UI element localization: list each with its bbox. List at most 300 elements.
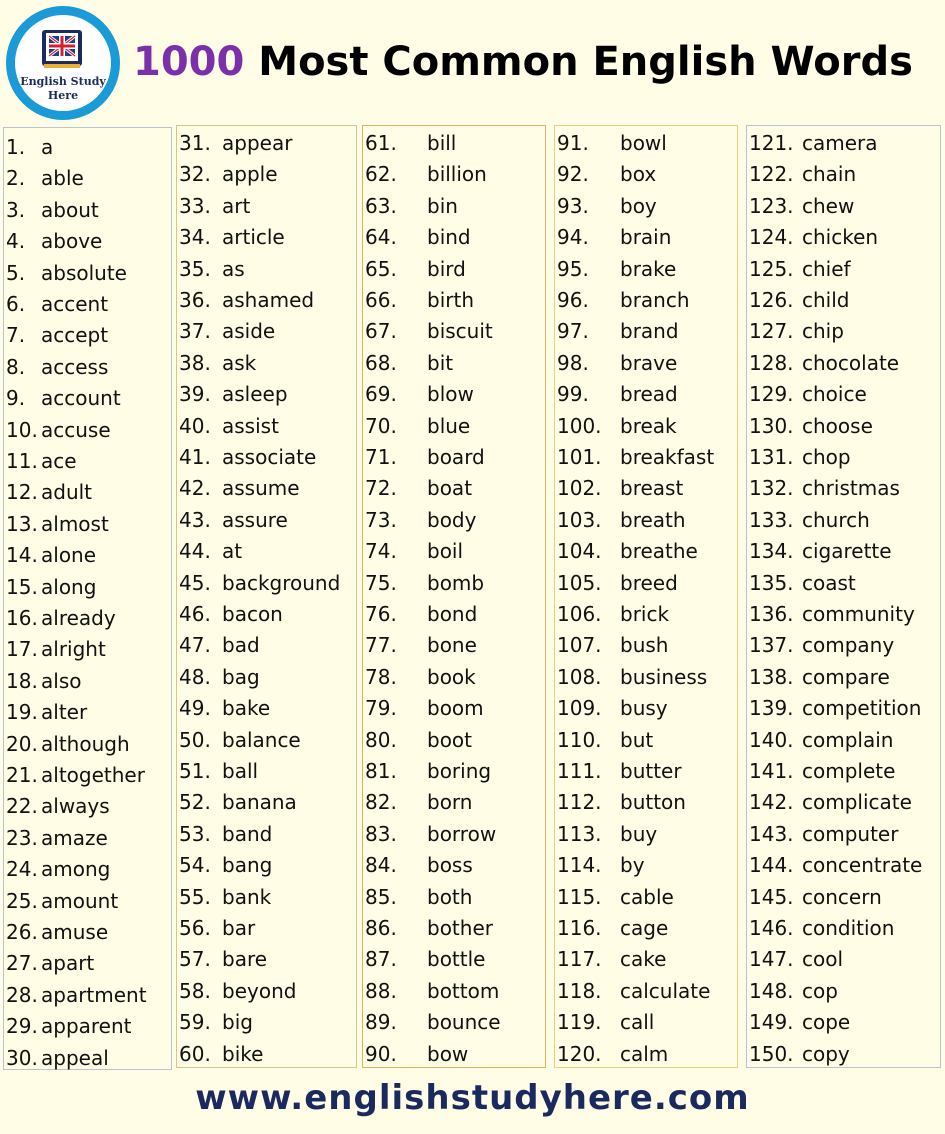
- word-text: bond: [427, 602, 478, 626]
- word-number: 80.: [365, 727, 397, 752]
- word-number: 20.: [6, 731, 38, 756]
- word-number: 100.: [557, 413, 602, 438]
- word-number: 135.: [749, 570, 794, 595]
- word-number: 86.: [365, 916, 397, 940]
- word-text: by: [620, 853, 645, 878]
- word-number: 137.: [749, 633, 794, 658]
- word-number: 26.: [6, 920, 38, 944]
- title-text: Most Common English Words: [258, 39, 913, 85]
- word-number: 77.: [365, 633, 397, 658]
- word-number: 66.: [365, 288, 397, 312]
- word-text: cage: [620, 916, 669, 940]
- word-text: accuse: [41, 417, 111, 442]
- website-url[interactable]: www.englishstudyhere.com: [195, 1078, 750, 1118]
- word-text: bread: [620, 382, 678, 407]
- word-number: 22.: [6, 794, 38, 819]
- word-text: brave: [620, 350, 678, 375]
- word-text: chief: [802, 256, 851, 281]
- word-number: 115.: [557, 884, 602, 909]
- word-text: cool: [802, 947, 844, 972]
- word-text: cigarette: [802, 539, 892, 564]
- word-number: 125.: [749, 256, 794, 281]
- word-text: as: [222, 256, 245, 281]
- word-number: 16.: [6, 606, 38, 630]
- word-number: 78.: [365, 664, 397, 689]
- word-text: beyond: [222, 978, 297, 1003]
- word-number: 55.: [179, 884, 211, 909]
- word-text: balance: [222, 727, 301, 752]
- word-text: concern: [802, 884, 882, 909]
- word-number: 111.: [557, 759, 602, 783]
- word-number: 83.: [365, 821, 397, 846]
- word-number: 30.: [6, 1045, 38, 1070]
- word-text: alone: [41, 543, 97, 568]
- word-text: about: [41, 197, 99, 222]
- word-text: book: [427, 664, 476, 689]
- word-number: 31.: [179, 131, 211, 155]
- word-number: 13.: [6, 511, 38, 536]
- word-number: 96.: [557, 288, 589, 312]
- word-text: branch: [620, 288, 690, 312]
- word-text: blow: [427, 382, 474, 407]
- word-number: 73.: [365, 507, 397, 532]
- word-number: 28.: [6, 982, 38, 1007]
- word-text: ashamed: [222, 288, 315, 312]
- word-number: 149.: [749, 1010, 794, 1035]
- word-text: board: [427, 445, 485, 469]
- word-number: 4.: [6, 229, 26, 254]
- word-number: 138.: [749, 664, 794, 689]
- word-text: choose: [802, 413, 873, 438]
- word-number: 43.: [179, 507, 211, 532]
- word-number: 7.: [6, 323, 26, 348]
- word-number: 57.: [179, 947, 211, 972]
- word-text: but: [620, 727, 654, 752]
- word-number: 63.: [365, 193, 397, 218]
- word-number: 40.: [179, 413, 211, 438]
- word-number: 124.: [749, 225, 794, 250]
- word-text: body: [427, 507, 477, 532]
- word-number: 146.: [749, 916, 794, 940]
- word-text: cop: [802, 978, 838, 1003]
- word-text: born: [427, 790, 473, 815]
- word-text: bottom: [427, 978, 500, 1003]
- word-number: 14.: [6, 543, 38, 568]
- word-text: brain: [620, 225, 672, 250]
- word-text: breakfast: [620, 445, 715, 469]
- word-text: business: [620, 664, 708, 689]
- word-text: chain: [802, 162, 857, 187]
- word-text: complain: [802, 727, 894, 752]
- word-text: bacon: [222, 602, 283, 626]
- word-text: always: [41, 794, 110, 819]
- word-number: 3.: [6, 197, 26, 222]
- word-number: 123.: [749, 193, 794, 218]
- word-number: 37.: [179, 319, 211, 344]
- word-text: aside: [222, 319, 276, 344]
- word-number: 65.: [365, 256, 397, 281]
- word-text: condition: [802, 916, 895, 940]
- word-number: 145.: [749, 884, 794, 909]
- word-text: christmas: [802, 476, 900, 501]
- word-number: 51.: [179, 759, 211, 783]
- word-text: absolute: [41, 260, 127, 285]
- word-number: 44.: [179, 539, 211, 564]
- word-number: 74.: [365, 539, 397, 564]
- word-text: apple: [222, 162, 278, 187]
- logo-text-line2: Here: [47, 89, 79, 102]
- word-number: 6.: [6, 292, 26, 316]
- word-number: 88.: [365, 978, 397, 1003]
- word-text: birth: [427, 288, 474, 312]
- word-number: 24.: [6, 857, 38, 882]
- word-text: bill: [427, 131, 457, 155]
- word-text: also: [41, 668, 82, 693]
- word-number: 54.: [179, 853, 211, 878]
- word-text: assure: [222, 507, 288, 532]
- word-text: concentrate: [802, 853, 923, 878]
- word-text: camera: [802, 131, 878, 155]
- word-text: assist: [222, 413, 279, 438]
- word-number: 47.: [179, 633, 211, 658]
- word-text: apparent: [41, 1014, 132, 1039]
- word-number: 21.: [6, 763, 38, 787]
- word-number: 34.: [179, 225, 211, 250]
- word-text: bomb: [427, 570, 485, 595]
- word-number: 60.: [179, 1041, 211, 1066]
- word-number: 62.: [365, 162, 397, 187]
- word-text: bike: [222, 1041, 264, 1066]
- title-number: 1000: [133, 39, 245, 85]
- word-text: call: [620, 1010, 655, 1035]
- word-number: 82.: [365, 790, 397, 815]
- word-number: 59.: [179, 1010, 211, 1035]
- word-text: button: [620, 790, 686, 815]
- word-text: amuse: [41, 920, 109, 944]
- word-text: community: [802, 602, 915, 626]
- word-text: banana: [222, 790, 297, 815]
- page-title: [133, 36, 913, 88]
- word-number: 42.: [179, 476, 211, 501]
- word-number: 98.: [557, 350, 589, 375]
- word-number: 140.: [749, 727, 794, 752]
- word-number: 105.: [557, 570, 602, 595]
- word-text: biscuit: [427, 319, 493, 344]
- word-number: 75.: [365, 570, 397, 595]
- word-text: bar: [222, 916, 256, 940]
- word-text: borrow: [427, 821, 497, 846]
- word-text: bottle: [427, 947, 486, 972]
- word-text: brick: [620, 602, 670, 626]
- word-text: bother: [427, 916, 493, 940]
- word-column-5: [746, 125, 941, 1068]
- word-text: competition: [802, 696, 922, 721]
- word-text: ball: [222, 759, 259, 783]
- word-text: article: [222, 225, 285, 250]
- word-text: alter: [41, 700, 88, 725]
- word-text: boring: [427, 759, 492, 783]
- word-text: breed: [620, 570, 678, 595]
- word-text: computer: [802, 821, 899, 846]
- word-number: 79.: [365, 696, 397, 721]
- word-number: 147.: [749, 947, 794, 972]
- word-number: 45.: [179, 570, 211, 595]
- word-number: 107.: [557, 633, 602, 658]
- word-text: bit: [427, 350, 454, 375]
- word-number: 122.: [749, 162, 794, 187]
- word-column-4: [554, 125, 738, 1068]
- word-text: cope: [802, 1010, 851, 1035]
- word-number: 41.: [179, 445, 211, 469]
- book-flag-icon: [38, 28, 88, 70]
- word-text: child: [802, 288, 850, 312]
- word-number: 84.: [365, 853, 397, 878]
- word-number: 118.: [557, 978, 602, 1003]
- word-text: copy: [802, 1041, 850, 1066]
- word-text: a: [41, 135, 54, 159]
- word-number: 38.: [179, 350, 211, 375]
- word-text: bang: [222, 853, 273, 878]
- word-text: bake: [222, 696, 271, 721]
- word-text: background: [222, 570, 341, 595]
- word-text: band: [222, 821, 273, 846]
- word-text: ask: [222, 350, 257, 375]
- word-text: among: [41, 857, 111, 882]
- word-text: cable: [620, 884, 674, 909]
- word-text: box: [620, 162, 657, 187]
- word-text: chicken: [802, 225, 879, 250]
- word-number: 144.: [749, 853, 794, 878]
- word-text: accent: [41, 292, 109, 316]
- word-text: bird: [427, 256, 466, 281]
- word-text: almost: [41, 511, 109, 536]
- word-number: 91.: [557, 131, 589, 155]
- word-number: 50.: [179, 727, 211, 752]
- word-number: 94.: [557, 225, 589, 250]
- word-number: 25.: [6, 888, 38, 913]
- word-text: bin: [427, 193, 458, 218]
- word-text: big: [222, 1010, 253, 1035]
- word-number: 139.: [749, 696, 794, 721]
- word-text: already: [41, 606, 116, 630]
- word-number: 113.: [557, 821, 602, 846]
- word-text: breast: [620, 476, 684, 501]
- word-number: 133.: [749, 507, 794, 532]
- word-text: above: [41, 229, 103, 254]
- word-number: 95.: [557, 256, 589, 281]
- word-text: complete: [802, 759, 896, 783]
- word-number: 9.: [6, 386, 26, 411]
- word-text: chip: [802, 319, 844, 344]
- word-text: church: [802, 507, 870, 532]
- word-number: 48.: [179, 664, 211, 689]
- word-column-3: [362, 125, 546, 1068]
- word-text: bush: [620, 633, 669, 658]
- word-text: able: [41, 166, 84, 191]
- word-number: 76.: [365, 602, 397, 626]
- word-number: 27.: [6, 951, 38, 976]
- word-number: 93.: [557, 193, 589, 218]
- word-number: 61.: [365, 131, 397, 155]
- word-number: 142.: [749, 790, 794, 815]
- word-number: 71.: [365, 445, 397, 469]
- word-number: 2.: [6, 166, 26, 191]
- word-number: 72.: [365, 476, 397, 501]
- word-number: 52.: [179, 790, 211, 815]
- word-text: boat: [427, 476, 473, 501]
- word-number: 108.: [557, 664, 602, 689]
- word-number: 11.: [6, 449, 38, 473]
- word-number: 15.: [6, 574, 38, 599]
- word-text: calculate: [620, 978, 711, 1003]
- word-number: 64.: [365, 225, 397, 250]
- word-text: access: [41, 354, 109, 379]
- word-number: 89.: [365, 1010, 397, 1035]
- word-number: 104.: [557, 539, 602, 564]
- word-number: 90.: [365, 1041, 397, 1066]
- word-number: 19.: [6, 700, 38, 725]
- word-text: billion: [427, 162, 487, 187]
- logo-text-line1: English Study: [20, 75, 106, 88]
- word-text: art: [222, 193, 251, 218]
- word-number: 106.: [557, 602, 602, 626]
- word-number: 130.: [749, 413, 794, 438]
- word-text: chocolate: [802, 350, 900, 375]
- word-number: 17.: [6, 637, 38, 662]
- word-number: 116.: [557, 916, 602, 940]
- word-number: 68.: [365, 350, 397, 375]
- word-text: bone: [427, 633, 477, 658]
- word-text: altogether: [41, 763, 145, 787]
- word-text: boom: [427, 696, 484, 721]
- word-number: 81.: [365, 759, 397, 783]
- word-text: boy: [620, 193, 657, 218]
- word-number: 49.: [179, 696, 211, 721]
- word-number: 29.: [6, 1014, 38, 1039]
- word-text: chew: [802, 193, 855, 218]
- word-text: boot: [427, 727, 473, 752]
- word-number: 5.: [6, 260, 26, 285]
- word-number: 129.: [749, 382, 794, 407]
- word-number: 8.: [6, 354, 26, 379]
- word-text: bank: [222, 884, 272, 909]
- word-number: 131.: [749, 445, 794, 469]
- word-text: company: [802, 633, 895, 658]
- word-number: 148.: [749, 978, 794, 1003]
- word-text: boil: [427, 539, 464, 564]
- word-number: 23.: [6, 825, 38, 850]
- word-text: bow: [427, 1041, 469, 1066]
- word-number: 46.: [179, 602, 211, 626]
- word-text: bind: [427, 225, 471, 250]
- word-text: brand: [620, 319, 679, 344]
- word-text: asleep: [222, 382, 288, 407]
- word-text: apartment: [41, 982, 147, 1007]
- word-text: assume: [222, 476, 300, 501]
- word-text: buy: [620, 821, 658, 846]
- word-text: cake: [620, 947, 667, 972]
- word-number: 117.: [557, 947, 602, 972]
- word-text: both: [427, 884, 473, 909]
- word-number: 58.: [179, 978, 211, 1003]
- word-number: 97.: [557, 319, 589, 344]
- word-text: bounce: [427, 1010, 501, 1035]
- word-text: appeal: [41, 1045, 109, 1070]
- word-text: along: [41, 574, 97, 599]
- word-number: 85.: [365, 884, 397, 909]
- word-text: breathe: [620, 539, 698, 564]
- word-number: 56.: [179, 916, 211, 940]
- word-text: butter: [620, 759, 682, 783]
- word-text: accept: [41, 323, 109, 348]
- word-number: 150.: [749, 1041, 794, 1066]
- word-number: 120.: [557, 1041, 602, 1066]
- word-number: 35.: [179, 256, 211, 281]
- word-number: 53.: [179, 821, 211, 846]
- word-number: 70.: [365, 413, 397, 438]
- word-text: blue: [427, 413, 471, 438]
- word-text: break: [620, 413, 677, 438]
- word-text: ace: [41, 449, 77, 473]
- word-text: bowl: [620, 131, 667, 155]
- word-number: 102.: [557, 476, 602, 501]
- word-text: alright: [41, 637, 106, 662]
- word-number: 12.: [6, 480, 38, 505]
- word-number: 109.: [557, 696, 602, 721]
- word-number: 114.: [557, 853, 602, 878]
- word-column-1: [3, 127, 172, 1070]
- word-number: 134.: [749, 539, 794, 564]
- word-text: bare: [222, 947, 268, 972]
- word-number: 121.: [749, 131, 794, 155]
- site-logo: [6, 6, 120, 120]
- word-number: 1.: [6, 135, 26, 159]
- word-text: calm: [620, 1041, 669, 1066]
- word-number: 10.: [6, 417, 38, 442]
- word-number: 39.: [179, 382, 211, 407]
- word-text: boss: [427, 853, 473, 878]
- word-number: 136.: [749, 602, 794, 626]
- word-text: breath: [620, 507, 686, 532]
- word-number: 141.: [749, 759, 794, 783]
- word-text: coast: [802, 570, 856, 595]
- word-text: adult: [41, 480, 93, 505]
- word-text: complicate: [802, 790, 912, 815]
- word-number: 67.: [365, 319, 397, 344]
- word-number: 33.: [179, 193, 211, 218]
- word-number: 128.: [749, 350, 794, 375]
- word-text: appear: [222, 131, 293, 155]
- word-number: 127.: [749, 319, 794, 344]
- word-number: 101.: [557, 445, 602, 469]
- word-number: 36.: [179, 288, 211, 312]
- word-number: 143.: [749, 821, 794, 846]
- word-text: amaze: [41, 825, 108, 850]
- word-number: 87.: [365, 947, 397, 972]
- word-text: compare: [802, 664, 890, 689]
- word-text: although: [41, 731, 130, 756]
- word-text: account: [41, 386, 121, 411]
- word-number: 18.: [6, 668, 38, 693]
- word-text: choice: [802, 382, 867, 407]
- word-number: 92.: [557, 162, 589, 187]
- word-text: bad: [222, 633, 260, 658]
- word-number: 112.: [557, 790, 602, 815]
- word-text: bag: [222, 664, 260, 689]
- word-text: at: [222, 539, 243, 564]
- word-text: amount: [41, 888, 119, 913]
- word-column-2: [176, 125, 357, 1068]
